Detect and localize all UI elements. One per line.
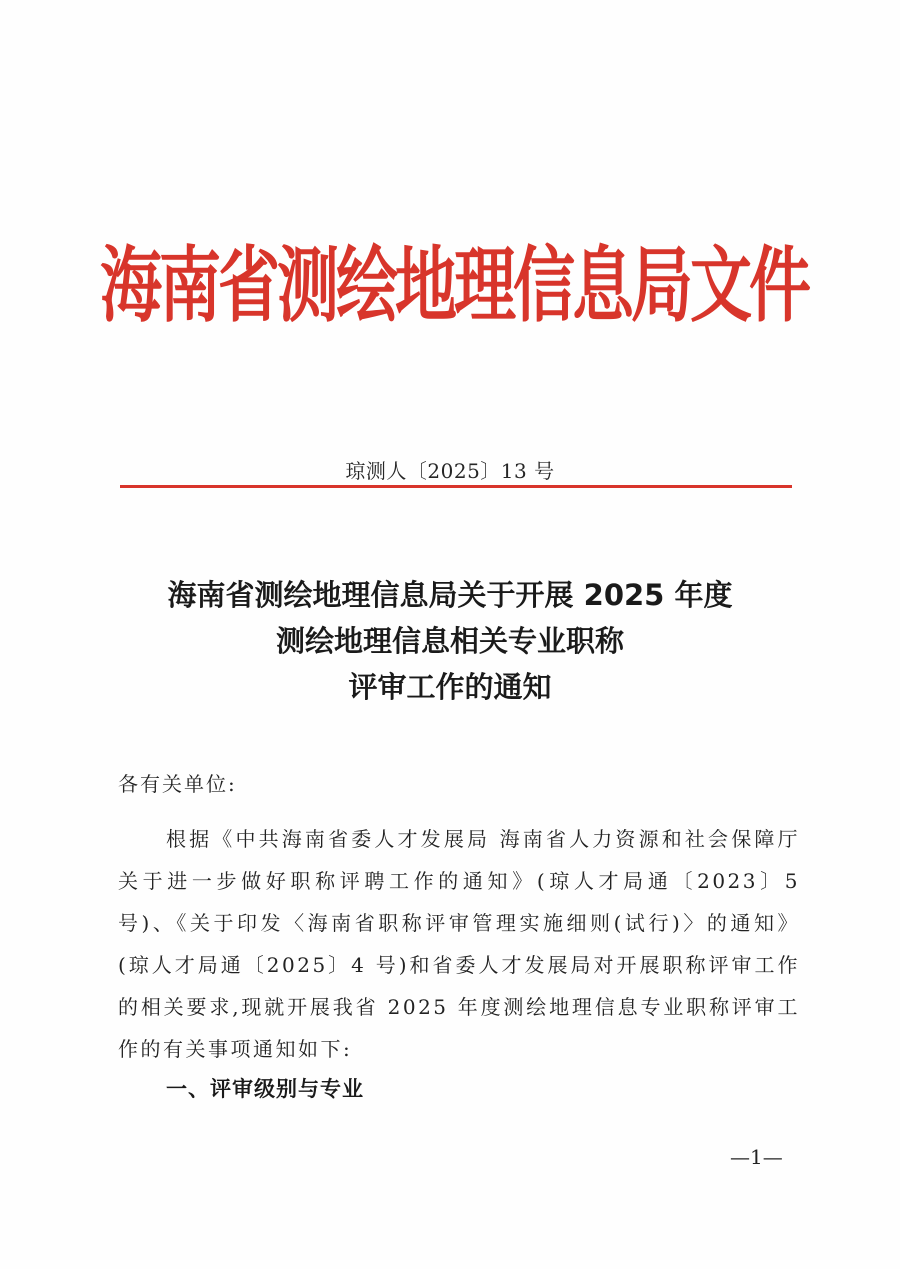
document-number: 琼测人〔2025〕13 号 [345,459,555,483]
notice-title [0,572,900,710]
body-paragraph: 根据《中共海南省委人才发展局 海南省人力资源和社会保障厅关于进一步做好职称评聘工作的通知》(琼人才局通〔2023〕5 号)、《关于印发〈海南省职称评审管理实施细则(试行)〉的通知》(琼人才局通〔2025〕4 号)和省委人才发展局对开展职称评审工作的相关要求,现就开展我省 2025 年度测绘地理信息专业职称评审工作的有关事项通知如下: [118,827,800,1061]
letterhead-title: 海南省测绘地理信息局文件 [100,237,809,334]
red-divider-line [120,485,792,488]
title-line-2: 测绘地理信息相关专业职称 [275,624,624,658]
title-line-1: 海南省测绘地理信息局关于开展 2025 年度 [167,578,733,612]
title-line-3: 评审工作的通知 [348,670,552,704]
section-heading: 一、评审级别与专业 [166,1077,364,1101]
page-number: —1— [730,1145,783,1169]
salutation: 各有关单位: [118,772,237,796]
